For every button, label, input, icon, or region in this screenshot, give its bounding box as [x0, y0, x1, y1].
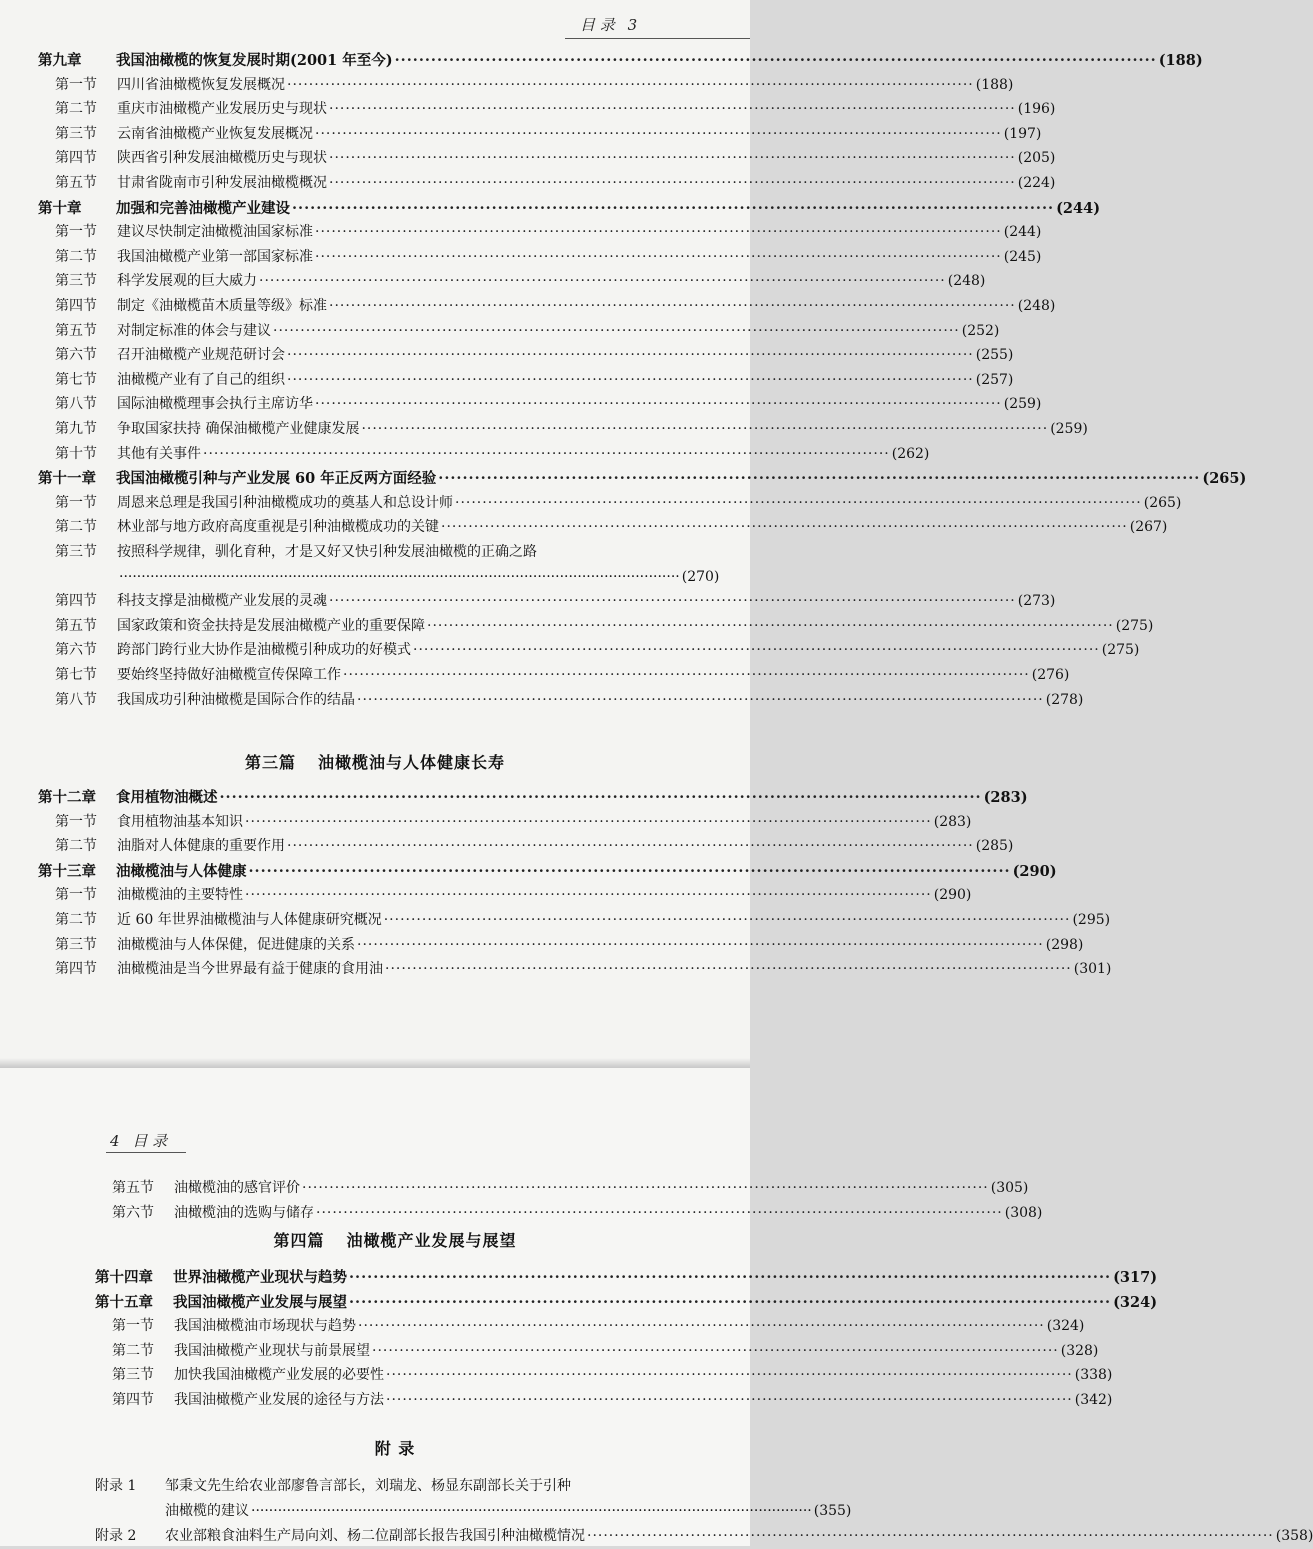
toc-section-entry	[55, 343, 1014, 368]
leader-dots	[271, 319, 962, 344]
entry-page: (188)	[975, 76, 1014, 93]
entry-page: (265)	[1202, 470, 1247, 488]
leader-dots	[285, 368, 976, 393]
entry-number: 第一节	[55, 813, 97, 830]
leader-dots	[243, 810, 934, 835]
entry-title: 重庆市油橄榄产业发展历史与现状	[117, 101, 327, 118]
leader-dots	[327, 97, 1018, 122]
entry-page: (259)	[1003, 396, 1042, 413]
entry-number: 第九节	[55, 421, 97, 437]
leader-dots	[347, 1290, 1113, 1315]
toc-section-entry	[112, 1176, 1029, 1201]
entry-number: 第二节	[55, 101, 97, 118]
entry-number: 第十一章	[38, 470, 96, 488]
entry-title: 我国油橄榄产业发展的途径与方法	[174, 1392, 384, 1408]
entry-title: 召开油橄榄产业规范研讨会	[117, 347, 285, 364]
leader-dots	[201, 442, 892, 467]
toc-section-entry	[55, 834, 1014, 859]
entry-title: 周恩来总理是我国引种油橄榄成功的奠基人和总设计师	[117, 494, 453, 511]
entry-page: (259)	[1050, 421, 1088, 437]
leader-dots	[218, 785, 984, 810]
entry-page: (308)	[1004, 1204, 1043, 1221]
entry-title: 世界油橄榄产业现状与趋势	[173, 1269, 347, 1286]
entry-title: 我国油橄榄引种与产业发展 60 年正反两方面经验	[116, 470, 437, 488]
entry-title: 我国油橄榄的恢复发展时期(2001 年至今)	[116, 52, 393, 69]
part-number: 第三篇	[244, 753, 296, 772]
entry-title: 建议尽快制定油橄榄油国家标准	[117, 224, 313, 241]
entry-title: 科学发展观的巨大威力	[117, 273, 257, 290]
part-heading-4	[20, 1228, 770, 1251]
entry-title: 甘肃省陇南市引种发展油橄榄概况	[117, 175, 327, 191]
entry-title: 国际油橄榄理事会执行主席访华	[117, 396, 313, 413]
toc-continuation	[165, 1499, 852, 1524]
leader-dots	[384, 1363, 1075, 1388]
entry-number: 第一节	[55, 76, 97, 93]
toc-section-entry	[55, 589, 1056, 614]
entry-number: 第八节	[55, 396, 97, 413]
leader-dots	[382, 908, 1073, 933]
entry-page: (295)	[1072, 912, 1111, 928]
leader-dots	[285, 343, 976, 368]
entry-title: 我国油橄榄油市场现状与趋势	[174, 1318, 356, 1335]
entry-title: 制定《油橄榄苗木质量等级》标准	[117, 298, 327, 314]
entry-page: (305)	[990, 1180, 1029, 1196]
entry-title: 争取国家扶持 确保油橄榄产业健康发展	[117, 421, 360, 437]
entry-number: 第六节	[112, 1204, 154, 1221]
toc-chapter-entry	[38, 48, 1203, 73]
entry-number: 第四节	[55, 298, 97, 314]
leader-dots	[425, 614, 1116, 639]
header-label: 目 录	[580, 16, 615, 34]
appendix-entry	[95, 1474, 722, 1499]
header-rule	[565, 38, 750, 39]
entry-page: (244)	[1003, 224, 1042, 241]
toc-section-entry	[55, 146, 1056, 171]
part-number: 第四篇	[273, 1231, 325, 1250]
leader-dots	[370, 1339, 1061, 1364]
entry-title: 林业部与地方政府高度重视是引种油橄榄成功的关键	[117, 519, 439, 536]
toc-section-entry	[112, 1363, 1113, 1388]
toc-section-entry	[55, 442, 930, 467]
entry-page: (245)	[1003, 248, 1042, 265]
leader-dots	[411, 638, 1102, 663]
entry-page: (248)	[1017, 298, 1056, 314]
toc-chapter-entry	[38, 196, 1101, 221]
entry-number: 第三节	[55, 936, 97, 953]
entry-title: 油橄榄油的选购与储存	[174, 1204, 314, 1221]
entry-page: (324)	[1113, 1293, 1158, 1311]
leader-dots	[285, 834, 976, 859]
running-header	[580, 14, 637, 35]
leader-dots	[585, 1524, 1276, 1549]
entry-page: (358)	[1275, 1528, 1313, 1544]
entry-page: (276)	[1031, 667, 1070, 683]
entry-title: 我国油橄榄产业现状与前景展望	[174, 1342, 370, 1359]
entry-number: 第十二章	[38, 789, 96, 806]
leader-dots	[247, 859, 1013, 884]
toc-section-entry	[55, 491, 1182, 516]
leader-dots	[327, 589, 1018, 614]
entry-page: (290)	[933, 887, 972, 904]
entry-title: 油橄榄油与人体保健，促进健康的关系	[117, 936, 355, 953]
entry-number: 第三节	[55, 125, 97, 142]
entry-page: (275)	[1115, 617, 1154, 634]
toc-section-entry	[55, 245, 1042, 270]
toc-section-entry	[55, 933, 1084, 958]
part-title: 油橄榄产业发展与展望	[346, 1231, 517, 1250]
entry-number: 第一节	[55, 224, 97, 241]
entry-title: 我国油橄榄产业发展与展望	[173, 1293, 347, 1311]
leader-dots	[285, 73, 976, 98]
entry-page: (317)	[1113, 1269, 1158, 1286]
entry-number: 第三节	[55, 544, 97, 560]
toc-section-entry	[55, 392, 1042, 417]
toc-page-4	[0, 1068, 1313, 1546]
leader-dots	[341, 663, 1032, 688]
entry-title: 油橄榄油的感官评价	[174, 1180, 300, 1196]
leader-dots	[327, 171, 1018, 196]
toc-section-entry	[55, 908, 1111, 933]
entry-page: (355)	[813, 1503, 852, 1519]
toc-section-entry	[55, 368, 1014, 393]
toc-chapter-entry	[95, 1290, 1158, 1315]
toc-section-entry	[112, 1339, 1099, 1364]
entry-title: 食用植物油概述	[116, 789, 218, 806]
entry-number: 附录 2	[95, 1528, 137, 1544]
leader-dots	[257, 269, 948, 294]
toc-chapter-entry	[38, 466, 1247, 491]
entry-title: 四川省油橄榄恢复发展概况	[117, 76, 285, 93]
entry-number: 第十三章	[38, 862, 96, 880]
entry-number: 第二节	[55, 519, 97, 536]
toc-section-entry	[112, 1314, 1085, 1339]
leader-dots	[300, 1176, 991, 1201]
toc-section-entry	[55, 883, 972, 908]
toc-section-entry	[55, 515, 1168, 540]
entry-page: (301)	[1073, 961, 1112, 978]
toc-section-entry	[55, 540, 665, 565]
entry-title: 云南省油橄榄产业恢复发展概况	[117, 125, 313, 142]
entry-number: 第五节	[112, 1180, 154, 1196]
leader-dots	[327, 146, 1018, 171]
entry-page: (273)	[1017, 593, 1056, 610]
entry-page: (290)	[1012, 862, 1057, 880]
toc-section-entry	[55, 122, 1042, 147]
appendix-title: 附 录	[374, 1439, 416, 1458]
toc-section-entry	[55, 688, 1084, 713]
entry-page: (324)	[1046, 1318, 1085, 1335]
toc-section-entry	[55, 810, 972, 835]
entry-number: 第一节	[55, 494, 97, 511]
entry-title: 按照科学规律，驯化育种，才是又好又快引种发展油橄榄的正确之路	[117, 544, 537, 560]
entry-title: 近 60 年世界油橄榄油与人体健康研究概况	[117, 912, 382, 928]
entry-number: 第一节	[55, 887, 97, 904]
appendix-entry	[95, 1524, 1313, 1549]
toc-section-entry	[55, 417, 1088, 442]
toc-section-entry	[112, 1388, 1113, 1413]
entry-page: (328)	[1060, 1342, 1099, 1359]
entry-page: (283)	[933, 813, 972, 830]
entry-title: 国家政策和资金扶持是发展油橄榄产业的重要保障	[117, 617, 425, 634]
leader-dots	[347, 1265, 1113, 1290]
leader-dots	[314, 1201, 1005, 1226]
entry-title: 跨部门跨行业大协作是油橄榄引种成功的好模式	[117, 642, 411, 659]
entry-title: 农业部粮食油料生产局向刘、杨二位副部长报告我国引种油橄榄情况	[165, 1528, 585, 1544]
entry-page: (298)	[1045, 936, 1084, 953]
entry-page: (255)	[975, 347, 1014, 364]
entry-number: 第一节	[112, 1318, 154, 1335]
toc-section-entry	[55, 269, 986, 294]
entry-number: 第九章	[38, 52, 82, 69]
entry-title: 陕西省引种发展油橄榄历史与现状	[117, 150, 327, 167]
header-label: 目 录	[132, 1132, 168, 1150]
entry-number: 第十章	[38, 199, 82, 217]
leader-dots	[359, 417, 1050, 442]
entry-page: (257)	[975, 371, 1014, 388]
entry-page: (197)	[1003, 125, 1042, 142]
entry-title: 我国成功引种油橄榄是国际合作的结晶	[117, 691, 355, 708]
entry-title: 其他有关事件	[117, 445, 201, 462]
leader-dots	[436, 466, 1202, 491]
toc-section-entry	[112, 1201, 1043, 1226]
toc-chapter-entry	[95, 1265, 1158, 1290]
leader-dots	[249, 1499, 814, 1524]
entry-number: 第四节	[55, 961, 97, 978]
running-header	[110, 1130, 167, 1151]
entry-number: 第四节	[55, 150, 97, 167]
toc-section-entry	[55, 294, 1056, 319]
leader-dots	[439, 515, 1130, 540]
entry-title: 加强和完善油橄榄产业建设	[116, 199, 290, 217]
leader-dots	[355, 688, 1046, 713]
entry-page: (338)	[1074, 1367, 1113, 1384]
entry-title: 对制定标准的体会与建议	[117, 322, 271, 339]
leader-dots	[355, 933, 1046, 958]
entry-title: 邹秉文先生给农业部廖鲁言部长，刘瑞龙、杨显东副部长关于引种	[165, 1478, 571, 1494]
entry-number: 第三节	[55, 273, 97, 290]
entry-number: 第七节	[55, 667, 97, 683]
entry-page: (275)	[1101, 642, 1140, 659]
entry-title: 加快我国油橄榄产业发展的必要性	[174, 1367, 384, 1384]
toc-chapter-entry	[38, 859, 1057, 884]
toc-section-entry	[55, 171, 1056, 196]
entry-title: 油橄榄油是当今世界最有益于健康的食用油	[117, 961, 383, 978]
entry-title: 我国油橄榄产业第一部国家标准	[117, 248, 313, 265]
part-heading-3	[0, 750, 750, 773]
entry-page: (265)	[1143, 494, 1182, 511]
leader-dots	[383, 957, 1074, 982]
entry-page: (205)	[1017, 150, 1056, 167]
leader-dots	[243, 883, 934, 908]
entry-number: 第五节	[55, 175, 97, 191]
entry-page: (244)	[1056, 199, 1101, 217]
entry-number: 第五节	[55, 617, 97, 634]
entry-title: 食用植物油基本知识	[117, 813, 243, 830]
leader-dots	[313, 122, 1004, 147]
entry-page: (262)	[891, 445, 930, 462]
entry-number: 第二节	[55, 912, 97, 928]
header-page-number: 4	[110, 1132, 120, 1150]
leader-dots	[327, 294, 1018, 319]
entry-number: 第五节	[55, 322, 97, 339]
toc-section-entry	[55, 638, 1140, 663]
entry-page: (270)	[681, 568, 720, 585]
toc-section-entry	[55, 663, 1070, 688]
entry-number: 第四节	[112, 1392, 154, 1408]
entry-number: 第四节	[55, 593, 97, 610]
toc-section-entry	[55, 73, 1014, 98]
toc-section-entry	[55, 220, 1042, 245]
entry-page: (252)	[961, 322, 1000, 339]
entry-title: 油脂对人体健康的重要作用	[117, 838, 285, 855]
toc-continuation	[117, 565, 720, 590]
leader-dots	[313, 392, 1004, 417]
leader-dots	[313, 245, 1004, 270]
toc-section-entry	[55, 97, 1056, 122]
toc-section-entry	[55, 957, 1112, 982]
leader-dots	[393, 48, 1159, 73]
entry-number: 第六节	[55, 347, 97, 364]
entry-page: (267)	[1129, 519, 1168, 536]
entry-number: 第六节	[55, 642, 97, 659]
entry-page: (248)	[947, 273, 986, 290]
entry-title-continued: 油橄榄的建议	[165, 1503, 249, 1519]
entry-number: 第十四章	[95, 1269, 153, 1286]
entry-title: 油橄榄油与人体健康	[116, 862, 247, 880]
leader-dots	[453, 491, 1144, 516]
entry-page: (278)	[1045, 691, 1084, 708]
leader-dots	[356, 1314, 1047, 1339]
entry-number: 第十节	[55, 445, 97, 462]
header-rule	[106, 1152, 186, 1153]
entry-page: (196)	[1017, 101, 1056, 118]
part-title: 油橄榄油与人体健康长寿	[318, 753, 506, 772]
toc-section-entry	[55, 319, 1000, 344]
toc-chapter-entry	[38, 785, 1028, 810]
entry-page: (283)	[983, 789, 1028, 806]
leader-dots	[117, 565, 682, 590]
entry-title: 油橄榄产业有了自己的组织	[117, 371, 285, 388]
entry-number: 附录 1	[95, 1478, 137, 1494]
entry-page: (342)	[1074, 1392, 1113, 1408]
entry-number: 第二节	[55, 838, 97, 855]
header-page-number: 3	[627, 16, 638, 34]
entry-title: 科技支撑是油橄榄产业发展的灵魂	[117, 593, 327, 610]
entry-number: 第八节	[55, 691, 97, 708]
entry-number: 第十五章	[95, 1293, 153, 1311]
entry-number: 第七节	[55, 371, 97, 388]
entry-number: 第二节	[55, 248, 97, 265]
toc-section-entry	[55, 614, 1154, 639]
entry-page: (224)	[1017, 175, 1056, 191]
entry-page: (285)	[975, 838, 1014, 855]
entry-number: 第二节	[112, 1342, 154, 1359]
entry-title: 油橄榄油的主要特性	[117, 887, 243, 904]
appendix-heading	[20, 1436, 770, 1459]
leader-dots	[290, 196, 1056, 221]
entry-number: 第三节	[112, 1367, 154, 1384]
leader-dots	[384, 1388, 1075, 1413]
entry-title: 要始终坚持做好油橄榄宣传保障工作	[117, 667, 341, 683]
leader-dots	[313, 220, 1004, 245]
entry-page: (188)	[1158, 52, 1203, 69]
